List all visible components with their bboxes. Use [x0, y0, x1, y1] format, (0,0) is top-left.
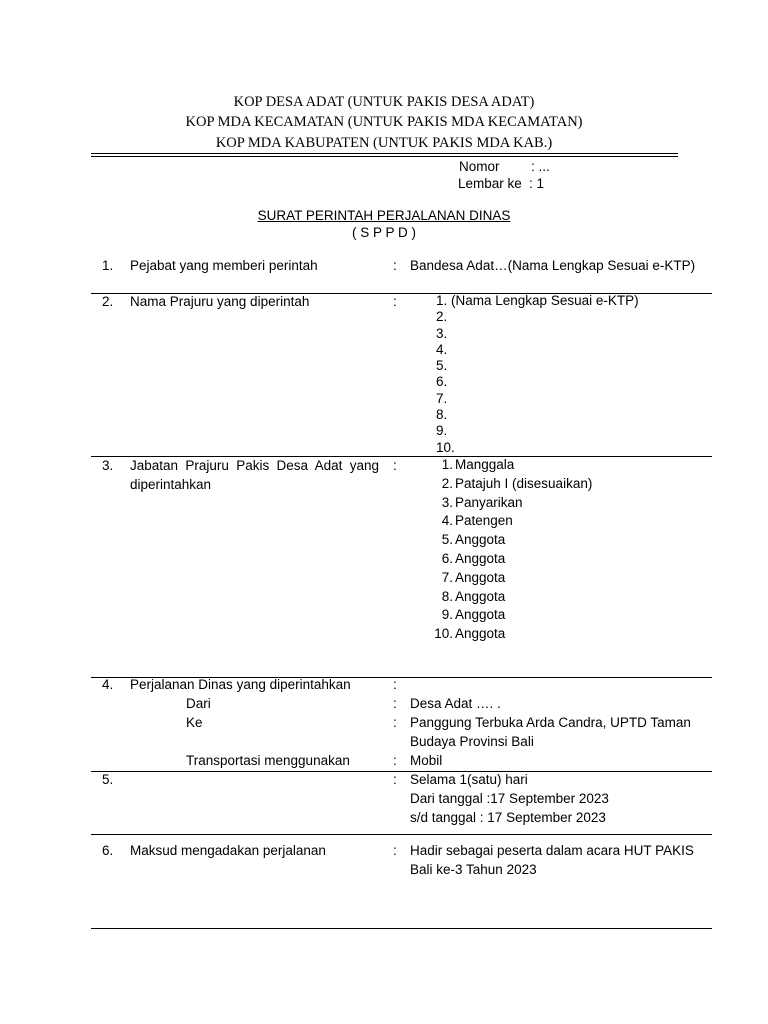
date-to: s/d tanggal : 17 September 2023	[410, 810, 606, 825]
document-abbr: ( S P P D )	[351, 225, 417, 240]
row-6-colon: :	[393, 843, 397, 858]
row-6-label: Maksud mengadakan perjalanan	[130, 843, 326, 858]
list-item: 7.	[436, 390, 448, 406]
row-3-colon: :	[393, 458, 397, 473]
row-1-label: Pejabat yang memberi perintah	[130, 258, 318, 273]
list-item: 8.	[436, 407, 448, 423]
row-1-colon: :	[393, 258, 397, 273]
list-item: 4.	[436, 341, 448, 357]
row-6-value: Hadir sebagai peserta dalam acara HUT PAKIS Bali ke-3 Tahun 2023	[410, 843, 694, 877]
ke-label: Ke	[186, 715, 203, 730]
date-from: Dari tanggal :17 September 2023	[410, 791, 609, 806]
row-3-label: Jabatan Prajuru Pakis Desa Adat yang diperintahkan	[130, 458, 379, 492]
list-item-text: Anggota	[455, 607, 506, 623]
kop-line-2: KOP MDA KECAMATAN (UNTUK PAKIS MDA KECAMATAN)	[185, 114, 583, 130]
list-item-text: Anggota	[455, 569, 506, 585]
transport-value: Mobil	[410, 753, 443, 768]
nomor-value: : ...	[531, 159, 550, 174]
list-item-text: Patengen	[455, 513, 513, 529]
list-item-text: Patajuh I (disesuaikan)	[455, 475, 593, 491]
row-1-value: Bandesa Adat…(Nama Lengkap Sesuai e-KTP)	[410, 258, 696, 273]
list-item-number: 6.	[441, 550, 453, 566]
list-item-number: 5.	[441, 532, 453, 548]
dari-colon: :	[393, 696, 397, 711]
kop-line-3: KOP MDA KABUPATEN (UNTUK PAKIS MDA KAB.)	[215, 135, 553, 151]
row-divider	[91, 834, 712, 835]
row-4-label: Perjalanan Dinas yang diperintahkan	[130, 677, 351, 692]
row-5-number: 5.	[102, 772, 114, 787]
ke-colon: :	[393, 715, 397, 730]
kop-line-1: KOP DESA ADAT (UNTUK PAKIS DESA ADAT)	[233, 94, 535, 110]
dari-value: Desa Adat …. .	[410, 696, 501, 711]
row-2-number: 2.	[102, 294, 114, 309]
letterhead-rule-bottom	[91, 156, 678, 157]
list-item: 10.	[436, 439, 455, 455]
row-5-colon: :	[393, 772, 397, 787]
row-3-number: 3.	[102, 458, 114, 473]
list-item: 3.	[436, 325, 448, 341]
row-divider	[91, 771, 712, 772]
table-bottom-rule	[91, 928, 712, 929]
document-title	[0, 207, 768, 225]
list-item-number: 9.	[441, 607, 453, 623]
row-4-number: 4.	[102, 677, 114, 692]
list-item-text: Anggota	[455, 550, 506, 566]
list-item-number: 7.	[441, 569, 453, 585]
duration-value: Selama 1(satu) hari	[410, 772, 528, 787]
list-item-number: 8.	[441, 588, 453, 604]
list-item-number: 10.	[434, 626, 453, 642]
row-6-number: 6.	[102, 843, 114, 858]
nomor-label: Nomor	[459, 159, 500, 174]
row-2-colon: :	[393, 294, 397, 309]
list-item-number: 2.	[441, 475, 453, 491]
row-4-colon: :	[393, 677, 397, 692]
lembar-label: Lembar ke	[458, 176, 522, 191]
list-item: 9.	[436, 423, 448, 439]
list-item: 5.	[436, 358, 448, 374]
list-item-text: Panyarikan	[455, 494, 523, 510]
lembar-value: : 1	[529, 176, 545, 191]
letterhead-rule-top	[91, 153, 678, 154]
list-item-text: Anggota	[455, 626, 506, 642]
list-item-number: 3.	[441, 494, 453, 510]
row-1-number: 1.	[102, 258, 114, 273]
list-item-text: Anggota	[455, 588, 506, 604]
list-item-text: Manggala	[455, 457, 515, 472]
list-item-number: 4.	[441, 513, 453, 529]
ke-value: Panggung Terbuka Arda Candra, UPTD Taman Budaya Provinsi Bali	[410, 715, 691, 749]
list-item-number: 1.	[441, 457, 453, 472]
list-item: 1. (Nama Lengkap Sesuai e-KTP)	[436, 293, 639, 308]
prajuru-name-list	[436, 293, 639, 456]
dari-label: Dari	[186, 696, 211, 711]
list-item: 6.	[436, 374, 448, 390]
document-title-text: SURAT PERINTAH PERJALANAN DINAS	[257, 208, 511, 223]
list-item-text: Anggota	[455, 532, 506, 548]
list-item: 2.	[436, 309, 448, 325]
transport-label: Transportasi menggunakan	[186, 753, 350, 768]
row-2-label: Nama Prajuru yang diperintah	[130, 294, 310, 309]
transport-colon: :	[393, 753, 397, 768]
